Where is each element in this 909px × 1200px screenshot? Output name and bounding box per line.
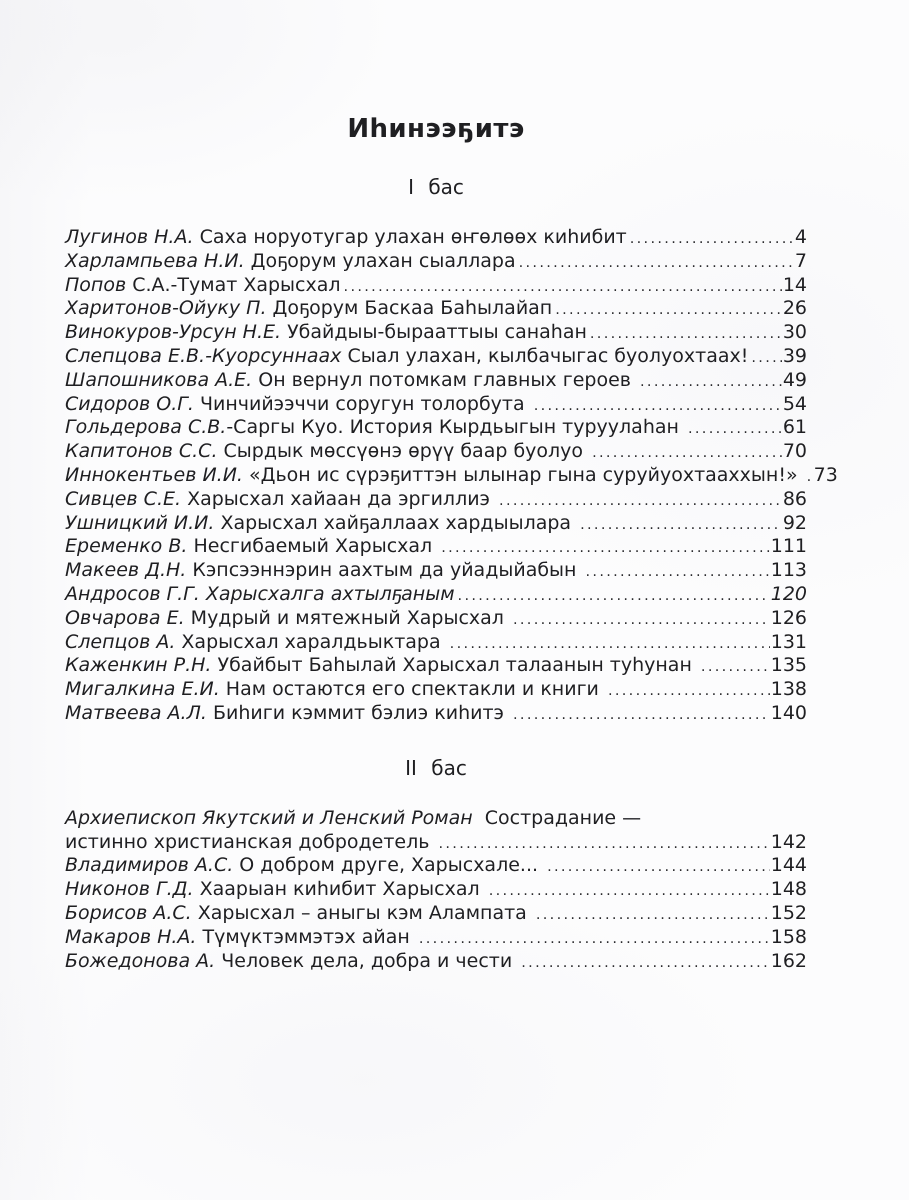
entry-title: «Дьон ис сүрэҕиттэн ылынар гына суруйуохтааххын!» bbox=[249, 463, 804, 486]
dot-leader bbox=[458, 583, 770, 603]
entry-author: Слепцов А. bbox=[65, 630, 182, 653]
entry-author: Никонов Г.Д. bbox=[65, 878, 200, 901]
entry-page-number: 4 bbox=[794, 226, 807, 248]
toc-entry bbox=[65, 369, 807, 393]
dot-leader bbox=[608, 678, 770, 698]
entry-title: Биһиги кэммит бэлиэ киһитэ bbox=[212, 701, 510, 724]
toc-entry bbox=[65, 250, 807, 274]
toc-entry bbox=[65, 226, 807, 250]
entry-author: Макаров Н.А. bbox=[65, 925, 203, 948]
entry-title: -Саргы Куо. История Кырдьыгын туруулаһан bbox=[226, 416, 685, 439]
entry-page-number: 70 bbox=[782, 440, 807, 463]
toc-entry-list bbox=[65, 807, 807, 974]
entry-author: Харитонов-Ойуку П. bbox=[65, 297, 273, 320]
entry-page-number: 111 bbox=[770, 535, 807, 558]
dot-leader bbox=[640, 369, 782, 389]
dot-leader bbox=[344, 274, 782, 294]
entry-author: Матвеева А.Л. bbox=[65, 701, 213, 724]
entry-author: Лугинов Н.А. bbox=[65, 226, 200, 248]
entry-title: Түмүктэммэтэх айан bbox=[202, 925, 416, 948]
toc-entry-continuation bbox=[65, 831, 807, 855]
toc-entry bbox=[65, 512, 807, 536]
toc-sections bbox=[65, 175, 838, 973]
entry-title: Сыал улахан, кылбачыгас буолуохтаах! bbox=[347, 344, 749, 367]
section-heading: II бас bbox=[405, 755, 467, 780]
toc-entry-list bbox=[65, 226, 838, 726]
entry-page-number: 54 bbox=[782, 392, 807, 415]
toc-entry bbox=[65, 535, 807, 559]
entry-page-number: 135 bbox=[770, 654, 807, 677]
entry-author: Архиепископ Якутский и Ленский Роман bbox=[65, 806, 479, 829]
entry-title-continuation: истинно христианская добродетель bbox=[65, 830, 436, 853]
entry-page-number: 120 bbox=[770, 582, 807, 605]
dot-leader bbox=[438, 831, 769, 851]
dot-leader bbox=[513, 702, 770, 722]
toc-entry bbox=[65, 902, 807, 926]
entry-author: Борисов А.С. bbox=[65, 901, 198, 924]
entry-page-number: 61 bbox=[782, 416, 807, 439]
entry-title: Убайдыы-бырааттыы санаһан bbox=[287, 321, 587, 344]
page-title: Иһинээҕитэ bbox=[347, 114, 525, 144]
dot-leader bbox=[547, 854, 770, 874]
toc-entry bbox=[65, 854, 807, 878]
dot-leader bbox=[450, 631, 770, 651]
entry-title: Убайбыт Баһылай Харысхал талаанын туһунан bbox=[217, 654, 698, 677]
entry-page-number: 39 bbox=[782, 344, 807, 367]
entry-page-number: 140 bbox=[770, 701, 807, 724]
entry-page-number: 144 bbox=[770, 854, 807, 877]
entry-page-number: 113 bbox=[770, 559, 807, 582]
entry-author: Овчарова Е. bbox=[65, 606, 191, 629]
entry-title: Человек дела, добра и чести bbox=[221, 949, 519, 972]
entry-title: Доҕорум улахан сыаллара bbox=[250, 249, 516, 272]
dot-leader bbox=[590, 321, 782, 341]
entry-author: Иннокентьев И.И. bbox=[65, 463, 250, 486]
toc-entry bbox=[65, 488, 807, 512]
dot-leader bbox=[513, 607, 770, 627]
entry-title: Сострадание — bbox=[478, 806, 642, 829]
toc-section bbox=[65, 175, 838, 726]
toc-entry bbox=[65, 583, 807, 607]
dot-leader bbox=[441, 535, 770, 555]
entry-author: Винокуров-Урсун Н.Е. bbox=[65, 321, 288, 344]
entry-title: Сырдык мөссүөнэ өрүү баар буолуо bbox=[223, 440, 590, 463]
dot-leader bbox=[419, 926, 770, 946]
entry-title: Несгибаемый Харысхал bbox=[193, 535, 439, 558]
dot-leader bbox=[751, 345, 781, 365]
entry-author: Мигалкина Е.И. bbox=[65, 678, 226, 701]
entry-page-number: 86 bbox=[782, 487, 807, 510]
dot-leader bbox=[519, 250, 794, 270]
entry-page-number: 14 bbox=[782, 273, 807, 296]
entry-author: Сидоров О.Г. bbox=[65, 392, 200, 415]
dot-leader bbox=[807, 464, 813, 484]
toc-entry bbox=[65, 878, 807, 902]
entry-title: Мудрый и мятежный Харысхал bbox=[190, 606, 510, 629]
entry-page-number: 158 bbox=[770, 925, 807, 948]
toc-entry bbox=[65, 654, 807, 678]
entry-page-number: 138 bbox=[770, 678, 807, 701]
entry-title: С.А.-Тумат Харысхал bbox=[132, 273, 341, 296]
entry-author: Попов bbox=[65, 273, 133, 296]
toc-entry bbox=[65, 345, 807, 369]
entry-page-number: 131 bbox=[770, 630, 807, 653]
toc-entry bbox=[65, 559, 807, 583]
dot-leader bbox=[489, 878, 770, 898]
entry-title: Чинчийээччи соругун толорбута bbox=[199, 392, 531, 415]
toc-entry bbox=[65, 631, 807, 655]
dot-leader bbox=[688, 416, 782, 436]
dot-leader bbox=[586, 559, 770, 579]
toc-entry bbox=[65, 807, 807, 831]
dot-leader bbox=[592, 440, 782, 460]
entry-title: Харысхал – аныгы кэм Алампата bbox=[197, 901, 533, 924]
entry-author: Каженкин Р.Н. bbox=[65, 654, 218, 677]
section-heading: I бас bbox=[408, 175, 464, 199]
entry-author: Гольдерова С.В. bbox=[65, 416, 227, 439]
dot-leader bbox=[555, 297, 782, 317]
entry-title: Доҕорум Баскаа Баһылайап bbox=[272, 297, 553, 320]
toc-entry bbox=[65, 297, 807, 321]
entry-title: Хаарыан киһибит Харысхал bbox=[199, 878, 486, 901]
entry-author: Еременко В. bbox=[65, 535, 194, 558]
dot-leader bbox=[521, 950, 769, 970]
dot-leader bbox=[701, 654, 770, 674]
toc-entry bbox=[65, 463, 838, 488]
entry-title: О добром друге, Харысхале... bbox=[239, 854, 545, 877]
entry-page-number: 126 bbox=[770, 606, 807, 629]
entry-title: Харысхал харалдьыктара bbox=[181, 630, 447, 653]
entry-author: Шапошникова А.Е. bbox=[65, 368, 259, 391]
entry-page-number: 162 bbox=[770, 949, 807, 972]
entry-page-number: 73 bbox=[813, 463, 838, 486]
toc-entry bbox=[65, 926, 807, 950]
entry-title: Саха норуотугар улахан өҥөлөөх киһибит bbox=[199, 226, 627, 248]
entry-author: Владимиров А.С. bbox=[65, 854, 240, 877]
toc-entry bbox=[65, 607, 807, 631]
dot-leader bbox=[499, 488, 782, 508]
entry-author: Макеев Д.Н. bbox=[65, 559, 193, 582]
entry-page-number: 148 bbox=[770, 878, 807, 901]
dot-leader bbox=[580, 512, 782, 532]
table-of-contents bbox=[65, 0, 838, 973]
entry-page-number: 26 bbox=[782, 297, 807, 320]
toc-entry bbox=[65, 274, 807, 298]
entry-title: Харысхал хайаан да эргиллиэ bbox=[187, 487, 497, 510]
dot-leader bbox=[630, 226, 794, 246]
toc-entry bbox=[65, 950, 807, 974]
entry-page-number: 92 bbox=[782, 511, 807, 534]
entry-author: Сивцев С.Е. bbox=[65, 487, 188, 510]
entry-author: Харлампьева Н.И. bbox=[65, 249, 251, 272]
entry-page-number: 152 bbox=[770, 901, 807, 924]
entry-author: Божедонова А. bbox=[65, 949, 222, 972]
toc-entry bbox=[65, 702, 807, 726]
entry-page-number: 49 bbox=[782, 368, 807, 391]
entry-page-number: 142 bbox=[770, 830, 807, 853]
toc-entry bbox=[65, 393, 807, 417]
entry-author: Андросов Г.Г. Харысхалга ахтылҕаным bbox=[65, 582, 455, 605]
toc-entry bbox=[65, 440, 807, 464]
toc-entry bbox=[65, 321, 807, 345]
entry-title: Харысхал хайҕаллаах хардыылара bbox=[220, 511, 578, 534]
toc-entry bbox=[65, 416, 807, 440]
toc-entry bbox=[65, 678, 807, 702]
dot-leader bbox=[534, 393, 782, 413]
entry-author: Ушницкий И.И. bbox=[65, 511, 221, 534]
entry-page-number: 7 bbox=[794, 249, 807, 272]
dot-leader bbox=[536, 902, 770, 922]
entry-author: Капитонов С.С. bbox=[65, 440, 224, 463]
entry-title: Кэпсээннэрин аахтым да уйадыйабын bbox=[192, 559, 583, 582]
entry-title: Он вернул потомкам главных героев bbox=[258, 368, 638, 391]
entry-author: Слепцова Е.В.-Куорсуннаах bbox=[65, 344, 348, 367]
toc-section bbox=[65, 756, 807, 974]
entry-title: Нам остаются его спектакли и книги bbox=[225, 678, 605, 701]
entry-page-number: 30 bbox=[782, 321, 807, 344]
